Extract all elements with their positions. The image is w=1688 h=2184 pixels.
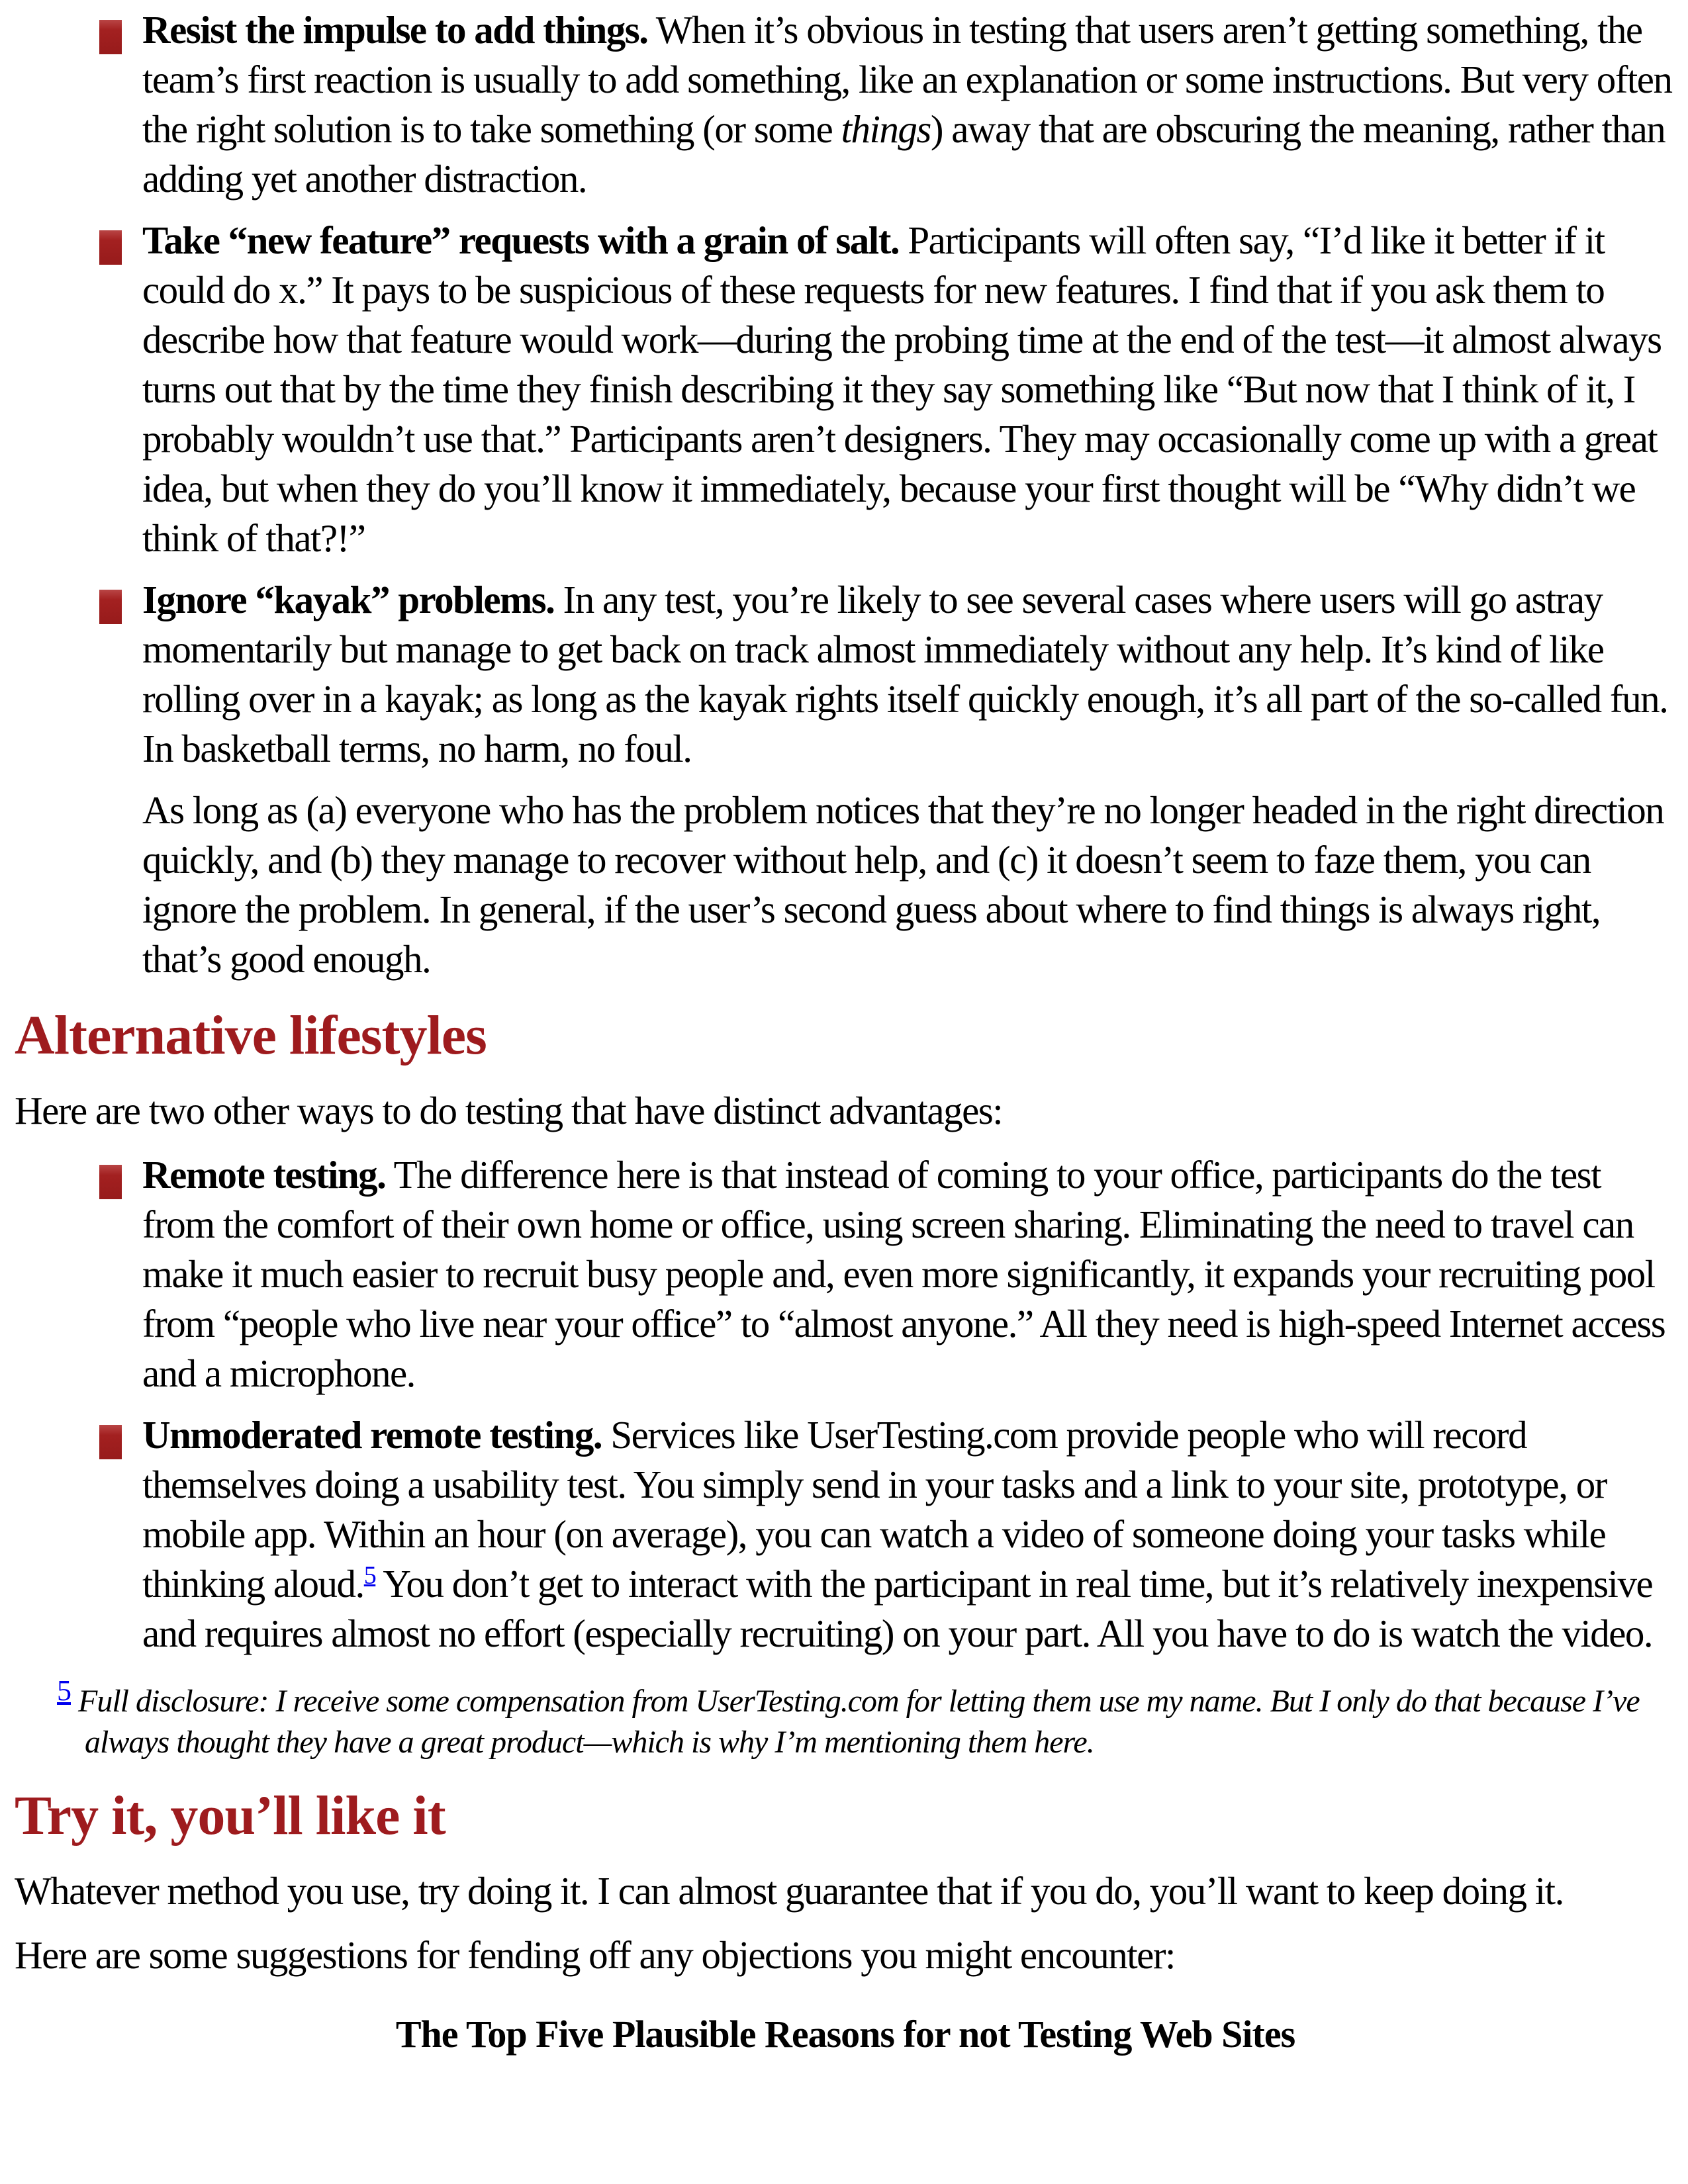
kayak-continuation-paragraph: As long as (a) everyone who has the problem notices that they’re no longer headed in the right direction quickly, and (b) they manage to recover without help, and (c) it doesn’t seem to faze them, you can ignore the problem. In general, if the user’s second guess about where to find things is always right, that’s good enough. (142, 788, 1664, 981)
footnote-5-marker-link[interactable]: 5 (57, 1674, 71, 1707)
footnote-5-reference-link[interactable]: 5 (363, 1561, 376, 1590)
bullet-lead: Take “new feature” requests with a grain of salt. (142, 218, 900, 262)
section-heading-try-it: Try it, you’ll like it (15, 1785, 445, 1846)
section-heading-alternative-lifestyles: Alternative lifestyles (15, 1005, 487, 1066)
alternative-methods-list (15, 1150, 1676, 1659)
footnote-5 (57, 1674, 1646, 1763)
bullet-lead: Remote testing. (142, 1153, 386, 1197)
testing-tips-list (15, 5, 1676, 774)
list-item-unmoderated-remote-testing (15, 1410, 1676, 1659)
list-item-feature-requests (15, 216, 1676, 563)
bullet-square-icon (99, 1165, 122, 1199)
suggestions-paragraph: Here are some suggestions for fending off any objections you might encounter: (15, 1933, 1175, 1977)
footnote-text: Full disclosure: I receive some compensation from UserTesting.com for letting them use my name. But I only do that because I’ve always thought they have a great product—which is why I’m mentioning them here. (78, 1684, 1640, 1760)
top-five-reasons-title: The Top Five Plausible Reasons for not Testing Web Sites (395, 2013, 1295, 2056)
bullet-text: You don’t get to interact with the participant in real time, but it’s relatively inexpensive and requires almost no effort (especially recruiting) on your part. All you have to do is watch the video. (142, 1562, 1653, 1655)
bullet-lead: Resist the impulse to add things. (142, 8, 648, 52)
list-item-remote-testing (15, 1150, 1676, 1398)
bullet-square-icon (99, 1425, 122, 1459)
bullet-square-icon (99, 230, 122, 265)
list-item-resist-adding (15, 5, 1676, 204)
bullet-text: Participants will often say, “I’d like it better if it could do x.” It pays to be suspicious of these requests for new features. I find that if you ask them to describe how that feature would work—during the probing time at the end of the test—it almost always turns out that by the time they finish describing it they say something like “But now that I think of it, I probably wouldn’t use that.” Participants aren’t designers. They may occasionally come up with a great idea, but when they do you’ll know it immediately, because your first thought will be “Why didn’t we think of that?!” (142, 218, 1662, 560)
bullet-text: The difference here is that instead of coming to your office, participants do the test from the comfort of their own home or office, using screen sharing. Eliminating the need to travel can make it much easier to recruit busy people and, even more significantly, it expands your recruiting pool from “people who live near your office” to “almost anyone.” All they need is high-speed Internet access and a microphone. (142, 1153, 1665, 1395)
bullet-text: When it’s obvious in testing that users aren’t getting something, the team’s first reaction is usually to add something, like an explanation or some instructions. But very often the right solution is to take something (or some (142, 8, 1672, 151)
bullet-text: In any test, you’re likely to see several cases where users will go astray momentarily but manage to get back on track almost immediately without any help. It’s kind of like rolling over in a kayak; as long as the kayak rights itself quickly enough, it’s all part of the so-called fun. In basketball terms, no harm, no foul. (142, 578, 1668, 770)
bullet-square-icon (99, 590, 122, 624)
two-ways-paragraph: Here are two other ways to do testing that have distinct advantages: (15, 1089, 1003, 1132)
bullet-lead: Ignore “kayak” problems. (142, 578, 555, 621)
bullet-text: ) away that are obscuring the meaning, rather than adding yet another distraction. (142, 107, 1665, 201)
bullet-text: Services like UserTesting.com provide people who will record themselves doing a usability test. You simply send in your tasks and a link to your site, prototype, or mobile app. Within an hour (on average), you can watch a video of someone doing your tasks while thinking aloud. (142, 1413, 1607, 1606)
italic-word: things (841, 107, 931, 151)
list-item-kayak-problems (15, 575, 1676, 774)
bullet-square-icon (99, 20, 122, 54)
whatever-method-paragraph: Whatever method you use, try doing it. I can almost guarantee that if you do, you’ll want to keep doing it. (15, 1869, 1564, 1913)
bullet-lead: Unmoderated remote testing. (142, 1413, 602, 1457)
